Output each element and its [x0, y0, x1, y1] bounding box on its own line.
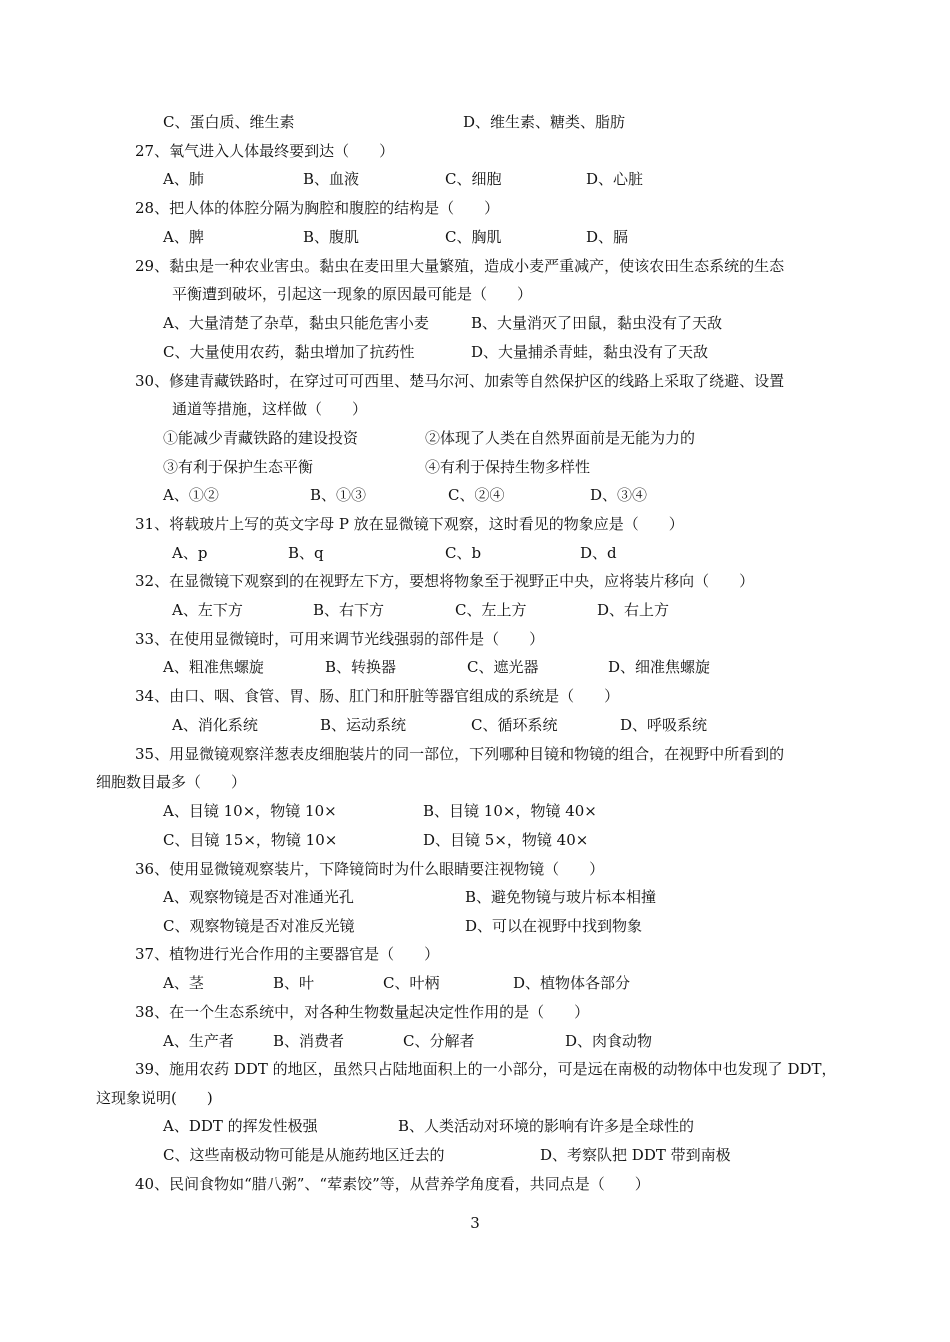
answer-option: A、p	[172, 544, 208, 562]
answer-option: C、胸肌	[445, 228, 502, 246]
answer-option: A、目镜 10×，物镜 10×	[163, 802, 337, 820]
answer-option: D、膈	[586, 228, 629, 246]
answer-option: C、叶柄	[383, 974, 440, 992]
answer-option: C、目镜 15×，物镜 10×	[163, 831, 338, 849]
answer-option: B、人类活动对环境的影响有许多是全球性的	[398, 1117, 695, 1135]
answer-option: B、右下方	[313, 601, 385, 619]
question-text: 这现象说明( )	[96, 1089, 213, 1107]
question-text: 34、由口、咽、食管、胃、肠、肛门和肝脏等器官组成的系统是（ ）	[135, 687, 620, 705]
question-text: 32、在显微镜下观察到的在视野左下方，要想将物象至于视野正中央，应将装片移向（ ）	[135, 572, 755, 590]
answer-option: A、消化系统	[172, 716, 258, 734]
page-number: 3	[470, 1214, 480, 1232]
answer-option: D、心脏	[586, 170, 644, 188]
answer-option: D、维生素、糖类、脂肪	[463, 113, 626, 131]
answer-option: A、DDT 的挥发性极强	[163, 1117, 318, 1135]
answer-option: B、转换器	[325, 658, 397, 676]
answer-option: B、q	[288, 544, 324, 562]
question-text: 30、修建青藏铁路时，在穿过可可西里、楚马尔河、加索等自然保护区的线路上采取了绕避、设置	[135, 372, 785, 390]
question-text: 平衡遭到破坏，引起这一现象的原因最可能是（ ）	[172, 285, 533, 303]
answer-option: D、大量捕杀青蛙，黏虫没有了天敌	[471, 343, 709, 361]
question-text: 33、在使用显微镜时，可用来调节光线强弱的部件是（ ）	[135, 630, 545, 648]
answer-option: A、①②	[163, 486, 219, 504]
answer-option: D、目镜 5×，物镜 40×	[423, 831, 589, 849]
answer-option: C、左上方	[455, 601, 527, 619]
answer-option: A、左下方	[172, 601, 243, 619]
answer-option: D、d	[580, 544, 617, 562]
question-text: 28、把人体的体腔分隔为胸腔和腹腔的结构是（ ）	[135, 199, 500, 217]
answer-option: B、血液	[303, 170, 360, 188]
answer-option: C、分解者	[403, 1032, 475, 1050]
answer-option: ④有利于保持生物多样性	[425, 458, 591, 476]
question-text: 40、民间食物如“腊八粥”、“荤素饺”等，从营养学角度看，共同点是（ ）	[135, 1175, 650, 1193]
answer-option: D、肉食动物	[565, 1032, 653, 1050]
answer-option: A、肺	[163, 170, 204, 188]
answer-option: D、植物体各部分	[513, 974, 631, 992]
answer-option: A、大量清楚了杂草，黏虫只能危害小麦	[163, 314, 429, 332]
answer-option: ②体现了人类在自然界面前是无能为力的	[425, 429, 696, 447]
answer-option: C、这些南极动物可能是从施药地区迁去的	[163, 1146, 445, 1164]
answer-option: A、脾	[163, 228, 204, 246]
question-text: 37、植物进行光合作用的主要器官是（ ）	[135, 945, 440, 963]
answer-option: C、观察物镜是否对准反光镜	[163, 917, 355, 935]
answer-option: B、消费者	[273, 1032, 345, 1050]
answer-option: C、大量使用农药，黏虫增加了抗药性	[163, 343, 415, 361]
question-text: 36、使用显微镜观察装片，下降镜筒时为什么眼睛要注视物镜（ ）	[135, 860, 605, 878]
answer-option: C、遮光器	[467, 658, 539, 676]
answer-option: A、粗准焦螺旋	[163, 658, 264, 676]
answer-option: A、茎	[163, 974, 204, 992]
question-text: 通道等措施，这样做（ ）	[172, 400, 368, 418]
answer-option: B、①③	[310, 486, 367, 504]
answer-option: A、观察物镜是否对准通光孔	[163, 888, 354, 906]
answer-option: C、b	[445, 544, 482, 562]
question-text: 39、施用农药 DDT 的地区，虽然只占陆地面积上的一小部分，可是远在南极的动物体中也发现了 DDT，	[135, 1060, 837, 1078]
answer-option: C、循环系统	[471, 716, 558, 734]
question-text: 细胞数目最多（ ）	[96, 773, 247, 791]
answer-option: D、细准焦螺旋	[608, 658, 711, 676]
answer-option: C、细胞	[445, 170, 502, 188]
answer-option: B、腹肌	[303, 228, 360, 246]
answer-option: B、避免物镜与玻片标本相撞	[465, 888, 657, 906]
answer-option: D、右上方	[597, 601, 670, 619]
answer-option: D、可以在视野中找到物象	[465, 917, 643, 935]
answer-option: ③有利于保护生态平衡	[163, 458, 314, 476]
question-text: 29、黏虫是一种农业害虫。黏虫在麦田里大量繁殖，造成小麦严重减产，使该农田生态系统的生态	[135, 257, 785, 275]
answer-option: C、蛋白质、维生素	[163, 113, 295, 131]
answer-option: D、③④	[590, 486, 648, 504]
answer-option: B、目镜 10×，物镜 40×	[423, 802, 597, 820]
question-text: 35、用显微镜观察洋葱表皮细胞装片的同一部位，下列哪种目镜和物镜的组合，在视野中所看到的	[135, 745, 785, 763]
answer-option: B、运动系统	[320, 716, 407, 734]
answer-option: B、大量消灭了田鼠，黏虫没有了天敌	[471, 314, 723, 332]
question-text: 27、氧气进入人体最终要到达（ ）	[135, 142, 395, 160]
question-text: 38、在一个生态系统中，对各种生物数量起决定性作用的是（ ）	[135, 1003, 590, 1021]
answer-option: ①能减少青藏铁路的建设投资	[163, 429, 359, 447]
question-text: 31、将载玻片上写的英文字母 P 放在显微镜下观察，这时看见的物象应是（ ）	[135, 515, 684, 533]
answer-option: B、叶	[273, 974, 315, 992]
answer-option: D、考察队把 DDT 带到南极	[540, 1146, 731, 1164]
answer-option: A、生产者	[163, 1032, 234, 1050]
answer-option: C、②④	[448, 486, 505, 504]
answer-option: D、呼吸系统	[620, 716, 708, 734]
